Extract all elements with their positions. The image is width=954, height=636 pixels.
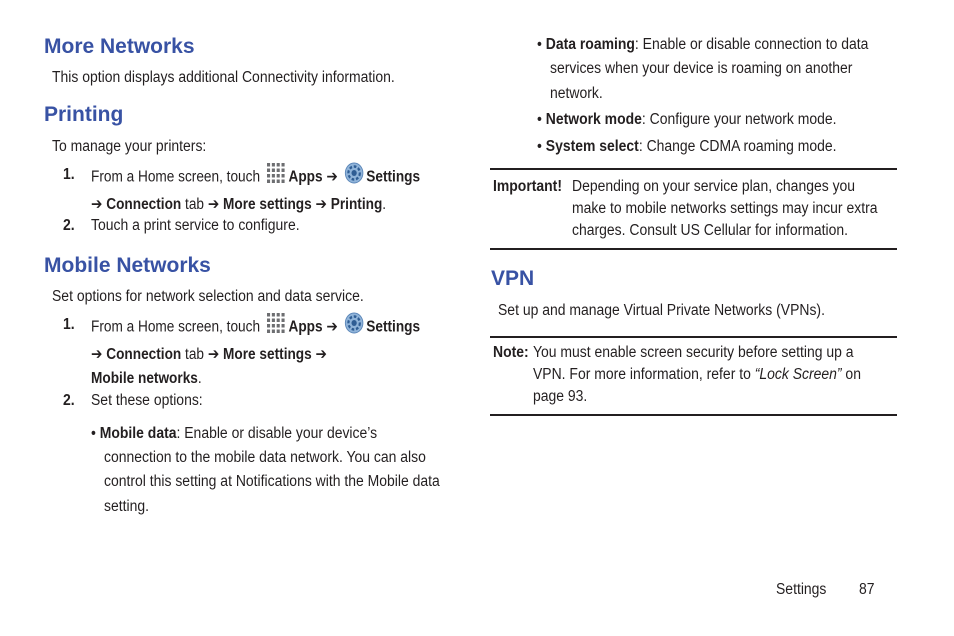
- printing-step2: Touch a print service to configure.: [91, 217, 300, 234]
- step-text: From a Home screen, touch: [91, 318, 261, 336]
- period: .: [197, 370, 202, 387]
- arrow: ➔: [315, 195, 327, 213]
- connection-label: Connection: [106, 345, 182, 363]
- printing-step1-number: 1.: [63, 166, 75, 183]
- bullet-text: : Configure your network mode.: [641, 111, 837, 128]
- bullet-text: : Enable or disable connection to data: [634, 36, 869, 53]
- bullet-network-mode: • Network mode: Configure your network mode.: [537, 111, 837, 128]
- important-label-text: Important!: [493, 178, 562, 195]
- mobile-networks-intro: Set options for network selection and data service.: [52, 288, 364, 305]
- important-line2: make to mobile networks settings may incur extra: [572, 200, 878, 217]
- apps-label: Apps: [288, 168, 323, 186]
- apps-label: Apps: [288, 318, 323, 336]
- mobile-step1: [91, 312, 420, 392]
- mobile-step2: Set these options:: [91, 392, 203, 409]
- note-top-rule: [490, 336, 897, 338]
- note-line2: [533, 365, 861, 385]
- vpn-body: Set up and manage Virtual Private Networks (VPNs).: [498, 302, 825, 319]
- bullet-mobile-data-line4: setting.: [104, 498, 149, 515]
- bullet-mobile-data-line3: control this setting at Notifications with the Mobile data: [104, 473, 440, 490]
- settings-gear-icon: [344, 162, 363, 193]
- arrow: ➔: [207, 195, 220, 213]
- bullet-text: : Enable or disable your device’s: [176, 425, 378, 442]
- note-line3: page 93.: [533, 388, 588, 405]
- bullet-mobile-data-line1: • Mobile data: Enable or disable your device’s: [91, 425, 378, 442]
- note-bottom-rule: [490, 414, 897, 416]
- period: .: [382, 195, 387, 213]
- more-networks-body: This option displays additional Connectivity information.: [52, 69, 395, 86]
- more-settings-label: More settings: [223, 195, 312, 213]
- apps-grid-icon: [266, 162, 285, 193]
- arrow: ➔: [315, 345, 327, 363]
- printing-step2-number: 2.: [63, 217, 75, 234]
- heading-more-networks: More Networks: [44, 35, 195, 58]
- bullet-mobile-data-line2: connection to the mobile data network. You can also: [104, 449, 426, 466]
- heading-vpn: VPN: [491, 267, 535, 290]
- bullet-system-select: • System select: Change CDMA roaming mode.: [537, 138, 837, 155]
- note-text: VPN. For more information, refer to: [533, 366, 755, 383]
- important-line1: Depending on your service plan, changes you: [572, 178, 856, 195]
- footer-section-name: Settings: [776, 581, 827, 598]
- footer-page-number: 87: [859, 581, 875, 598]
- bullet-term: Network mode: [545, 111, 642, 128]
- bullet-term: System select: [545, 138, 639, 155]
- important-top-rule: [490, 168, 897, 170]
- arrow: ➔: [326, 168, 338, 186]
- step-text: From a Home screen, touch: [91, 168, 261, 186]
- arrow: ➔: [326, 318, 338, 336]
- heading-mobile-networks: Mobile Networks: [44, 254, 211, 277]
- printing-intro: To manage your printers:: [52, 138, 207, 155]
- settings-gear-icon: [344, 312, 363, 343]
- lock-screen-reference[interactable]: “Lock Screen”: [754, 366, 842, 383]
- mobile-step2-number: 2.: [63, 392, 75, 409]
- bullet-term: Data roaming: [545, 36, 635, 53]
- note-line1: You must enable screen security before setting up a: [533, 344, 854, 361]
- bullet-data-roaming-line1: • Data roaming: Enable or disable connection to data: [537, 36, 869, 53]
- important-line3: charges. Consult US Cellular for information.: [572, 222, 849, 239]
- arrow: ➔: [207, 345, 220, 363]
- bullet-term: Mobile data: [99, 425, 177, 442]
- note-text: on: [841, 366, 861, 383]
- important-label: [493, 177, 562, 197]
- connection-label: Connection: [106, 195, 182, 213]
- printing-step1: [91, 162, 420, 217]
- note-label-text: Note:: [493, 344, 529, 361]
- heading-printing: Printing: [44, 103, 124, 126]
- settings-label: Settings: [366, 318, 421, 336]
- printing-label: Printing: [330, 195, 383, 213]
- tab-text: tab: [185, 345, 205, 363]
- bullet-text: : Change CDMA roaming mode.: [638, 138, 837, 155]
- more-settings-label: More settings: [223, 345, 312, 363]
- mobile-step1-number: 1.: [63, 316, 75, 333]
- bullet-data-roaming-line2: services when your device is roaming on another: [550, 60, 853, 77]
- arrow: ➔: [91, 345, 103, 363]
- bullet-data-roaming-line3: network.: [550, 85, 603, 102]
- settings-label: Settings: [366, 168, 421, 186]
- important-bottom-rule: [490, 248, 897, 250]
- mobile-networks-label: Mobile networks: [91, 370, 198, 387]
- note-label: [493, 343, 529, 363]
- arrow: ➔: [91, 195, 103, 213]
- tab-text: tab: [185, 195, 205, 213]
- apps-grid-icon: [266, 312, 285, 343]
